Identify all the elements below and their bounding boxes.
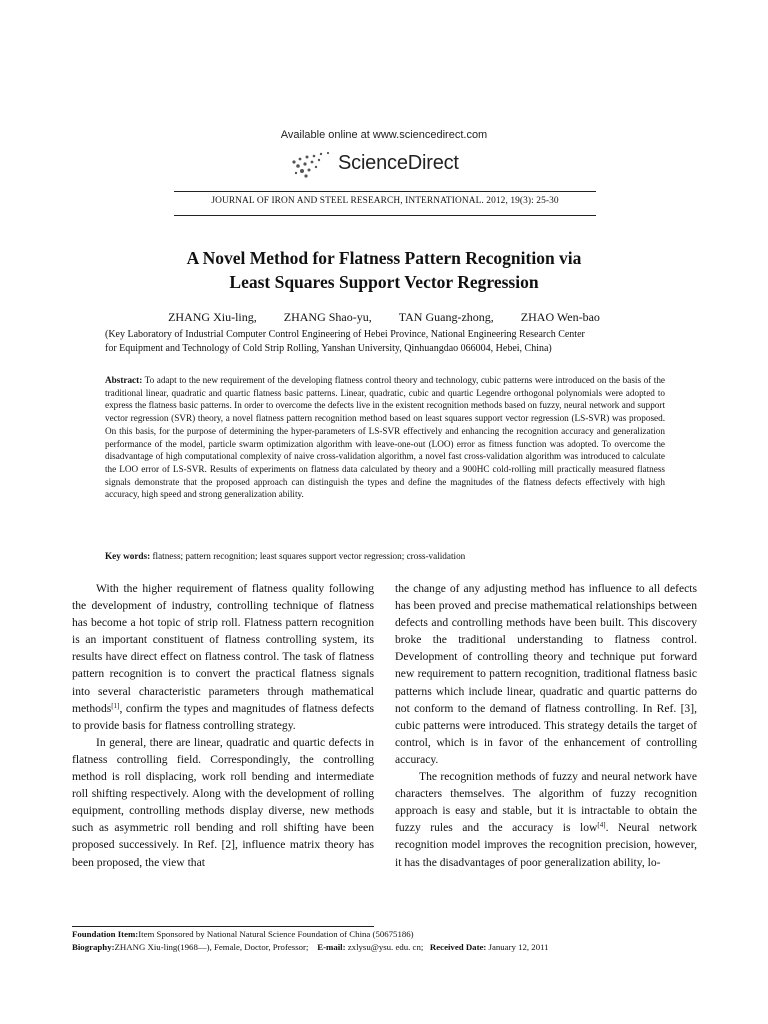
- paper-title: [0, 246, 768, 294]
- header-bottom-rule: [174, 215, 596, 216]
- footnote-foundation: [72, 928, 712, 940]
- paragraph: [395, 580, 697, 768]
- paragraph-text: . Neural network recognition model improves the recognition precision, however, it has the disadvantages of poor generalization ability, lo-: [395, 821, 697, 869]
- keywords: [105, 550, 665, 563]
- publisher-name: ScienceDirect: [338, 152, 459, 174]
- left-column: [72, 580, 374, 871]
- author: ZHANG Shao-yu,: [283, 310, 372, 324]
- email-text: zxlysu@ysu. edu. cn;: [347, 942, 424, 952]
- author: ZHAO Wen-bao: [520, 310, 600, 324]
- footnote-biography: [72, 941, 712, 953]
- paragraph-text: With the higher requirement of flatness quality following the development of industry, controlling technique of flatness has become a hot topic of strip roll. Flatness pattern recognition is an important constituent of flatness controlling system, its results have direct effect on flatness control. The task of flatness pattern recognition is to convert the practical flatness signals into several characteristic parameters through mathematical methods: [72, 582, 374, 715]
- affiliation: [105, 328, 665, 356]
- paragraph-text: , confirm the types and magnitudes of flatness defects to provide basis for flatness controlling strategy.: [72, 701, 374, 732]
- citation-ref: [4]: [597, 821, 606, 830]
- paragraph-text: the change of any adjusting method has influence to all defects has been proved and precise mathematical relationships between defects and controlling methods have been built. This discovery broke the traditional understanding to flatness control. Development of controlling theory and technique put forward new requirement to pattern recognition, traditional flatness basic patterns which include linear, quadratic and quartic patterns do not conform to the demand of flatness controlling. In Ref. [3], cubic patterns were introduced. This strategy details the target of control, which is in favor of the enhancement of controlling accuracy.: [395, 582, 697, 766]
- received-text: January 12, 2011: [488, 942, 549, 952]
- title-line-2: Least Squares Support Vector Regression: [229, 272, 539, 292]
- keywords-label: Key words:: [105, 551, 151, 561]
- paragraph: [395, 768, 697, 871]
- citation-ref: [1]: [111, 701, 120, 710]
- sciencedirect-logo: [288, 148, 488, 182]
- journal-citation: JOURNAL OF IRON AND STEEL RESEARCH, INTERNATIONAL. 2012, 19(3): 25-30: [211, 196, 559, 206]
- sciencedirect-dots-icon: [288, 148, 336, 182]
- paragraph-text: In general, there are linear, quadratic and quartic defects in flatness controlling field. Correspondingly, the controlling method is roll displacing, work roll bending and intermediate roll shifting respectively. Along with the development of rolling equipment, controlling methods display diverse, new methods such as asymmetric roll bending and roll shifting have been proposed successively. In Ref. [2], influence matrix theory has been proposed, the view that: [72, 735, 374, 869]
- email-label: E-mail:: [317, 942, 346, 952]
- header-top-rule: [174, 191, 596, 192]
- paragraph: [72, 580, 374, 734]
- author-list: [0, 310, 768, 325]
- title-line-1: A Novel Method for Flatness Pattern Recognition via: [186, 248, 582, 268]
- right-column: [395, 580, 697, 871]
- paragraph: [72, 734, 374, 871]
- abstract-text: To adapt to the new requirement of the developing flatness control theory and technology, cubic patterns were introduced on the basis of the traditional linear, quadratic and quartic flatness basic patterns. Linear, quadratic, cubic and quartic Legendre orthogonal polynomials were adopted to express the flatness basic patterns. In order to overcome the defects live in the existent recognition methods based on fuzzy, neural network and support vector regression (SVR) theory, a novel flatness pattern recognition method based on least squares support vector regression (LS-SVR) was proposed. On this basis, for the purpose of determining the hyper-parameters of LS-SVR effectively and enhancing the recognition accuracy and generalization performance of the model, particle swarm optimization algorithm with leave-one-out (LOO) error as fitness function was adopted. To overcome the disadvantage of high computational complexity of naive cross-validation algorithm, a novel fast cross-validation algorithm was introduced to calculate the LOO error of LS-SVR. Results of experiments on flatness data calculated by theory and a 900HC cold-rolling mill practically measured flatness signals demonstrate that the proposed approach can distinguish the types and define the magnitudes of the flatness defects effectively with high accuracy, high speed and strong generalization ability.: [105, 375, 665, 500]
- abstract-label: Abstract:: [105, 375, 143, 385]
- foundation-text: Item Sponsored by National Natural Science Foundation of China (50675186): [138, 929, 414, 939]
- paragraph-text: The recognition methods of fuzzy and neural network have characters themselves. The algorithm of fuzzy recognition approach is easy and stable, but it is intractable to obtain the fuzzy rules and the accuracy is low: [395, 770, 697, 835]
- received-label: Received Date:: [429, 942, 487, 952]
- affiliation-line-2: for Equipment and Technology of Cold Strip Rolling, Yanshan University, Qinhuangdao 066004, Hebei, China): [105, 342, 552, 354]
- availability-note: Available online at www.sciencedirect.com: [280, 129, 488, 141]
- abstract: [105, 374, 665, 501]
- biography-label: Biography:: [72, 942, 115, 952]
- author: ZHANG Xiu-ling,: [168, 310, 257, 324]
- author: TAN Guang-zhong,: [398, 310, 494, 324]
- affiliation-line-1: (Key Laboratory of Industrial Computer Control Engineering of Hebei Province, National Engineering Research Center: [105, 329, 585, 340]
- keywords-text: flatness; pattern recognition; least squares support vector regression; cross-validation: [152, 551, 466, 561]
- footnote-rule: [72, 926, 374, 927]
- biography-text: ZHANG Xiu-ling(1968—), Female, Doctor, Professor;: [114, 942, 309, 952]
- foundation-label: Foundation Item:: [72, 929, 139, 939]
